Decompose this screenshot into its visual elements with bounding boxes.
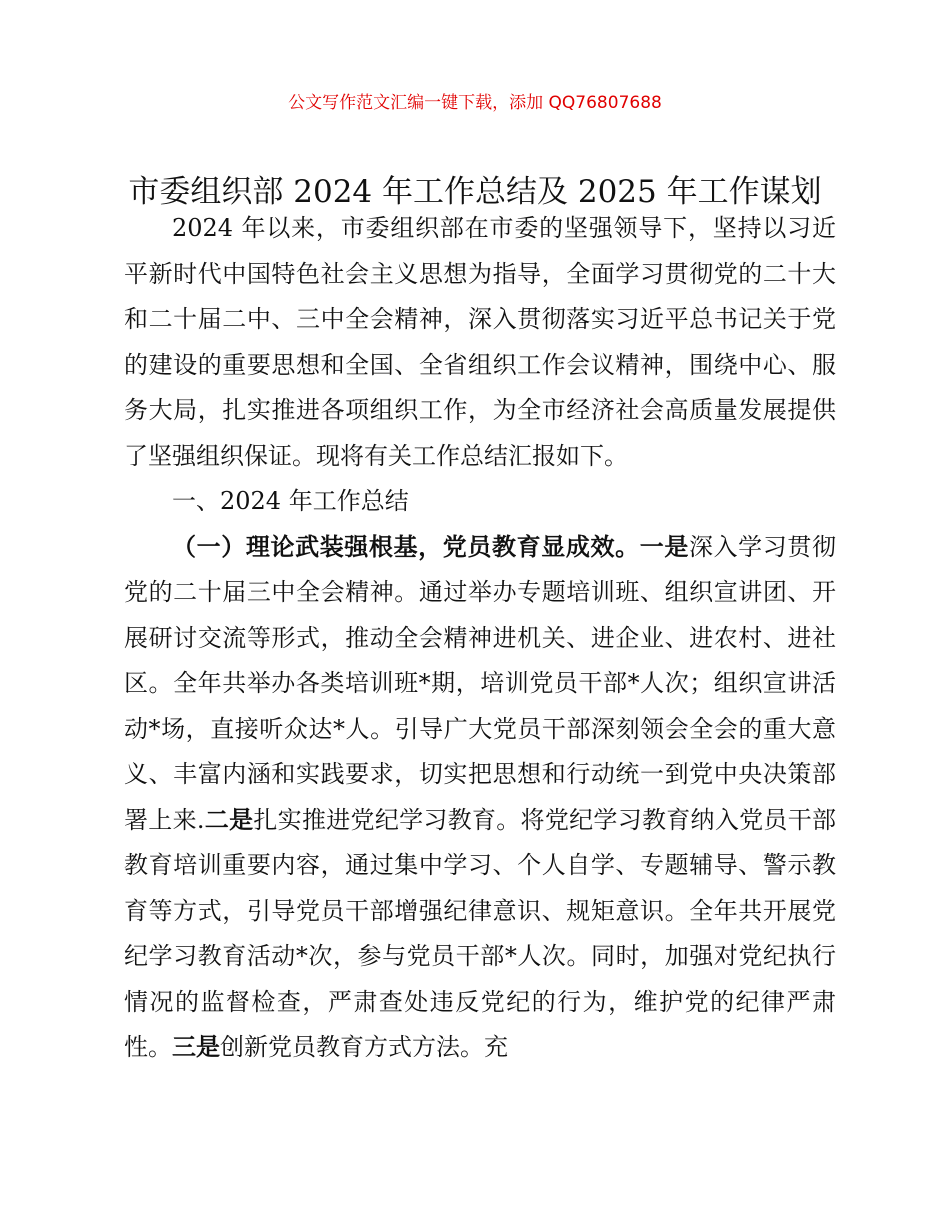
document-body — [124, 206, 836, 1071]
point-text-2: 扎实推进党纪学习教育。将党纪学习教育纳入党员干部教育培训重要内容，通过集中学习、个人自学、专题辅导、警示教育等方式，引导党员干部增强纪律意识、规矩意识。全年共开展党纪学习教育活动*次，参与党员干部*人次。同时，加强对党纪执行情况的监督检查，严肃查处违反党纪的行为，维护党的纪律严肃性。 — [124, 805, 837, 1061]
intro-paragraph: 2024 年以来，市委组织部在市委的坚强领导下，坚持以习近平新时代中国特色社会主义思想为指导，全面学习贯彻党的二十大和二十届二中、三中全会精神，深入贯彻落实习近平总书记关于党的建设的重要思想和全国、全省组织工作会议精神，围绕中心、服务大局，扎实推进各项组织工作，为全市经济社会高质量发展提供了坚强组织保证。现将有关工作总结汇报如下。 — [124, 214, 836, 470]
point-label-1: 一是 — [639, 532, 689, 561]
document-title: 市委组织部 2024 年工作总结及 2025 年工作谋划 — [128, 174, 822, 210]
section-heading-1: 一、2024 年工作总结 — [172, 487, 409, 515]
point-label-3: 三是 — [172, 1033, 220, 1061]
download-promo-note: 公文写作范文汇编一键下载，添加 QQ76807688 — [288, 93, 662, 113]
point-text-1: 深入学习贯彻党的二十届三中全会精神。通过举办专题培训班、组织宣讲团、开展研讨交流等形式，推动全会精神进机关、进企业、进农村、进社区。全年共举办各类培训班*期，培训党员干部*人次；组织宣讲活动*场，直接听众达*人。引导广大党员干部深刻领会全会的重大意义、丰富内涵和实践要求，切实把思想和行动统一到党中央决策部署上来. — [124, 532, 837, 834]
point-label-2: 二是 — [204, 805, 254, 834]
subsection-heading-1: （一）理论武装强根基，党员教育显成效。 — [172, 532, 640, 561]
subsection-paragraph-1 — [124, 525, 836, 1071]
point-text-3: 创新党员教育方式方法。充 — [220, 1033, 508, 1061]
